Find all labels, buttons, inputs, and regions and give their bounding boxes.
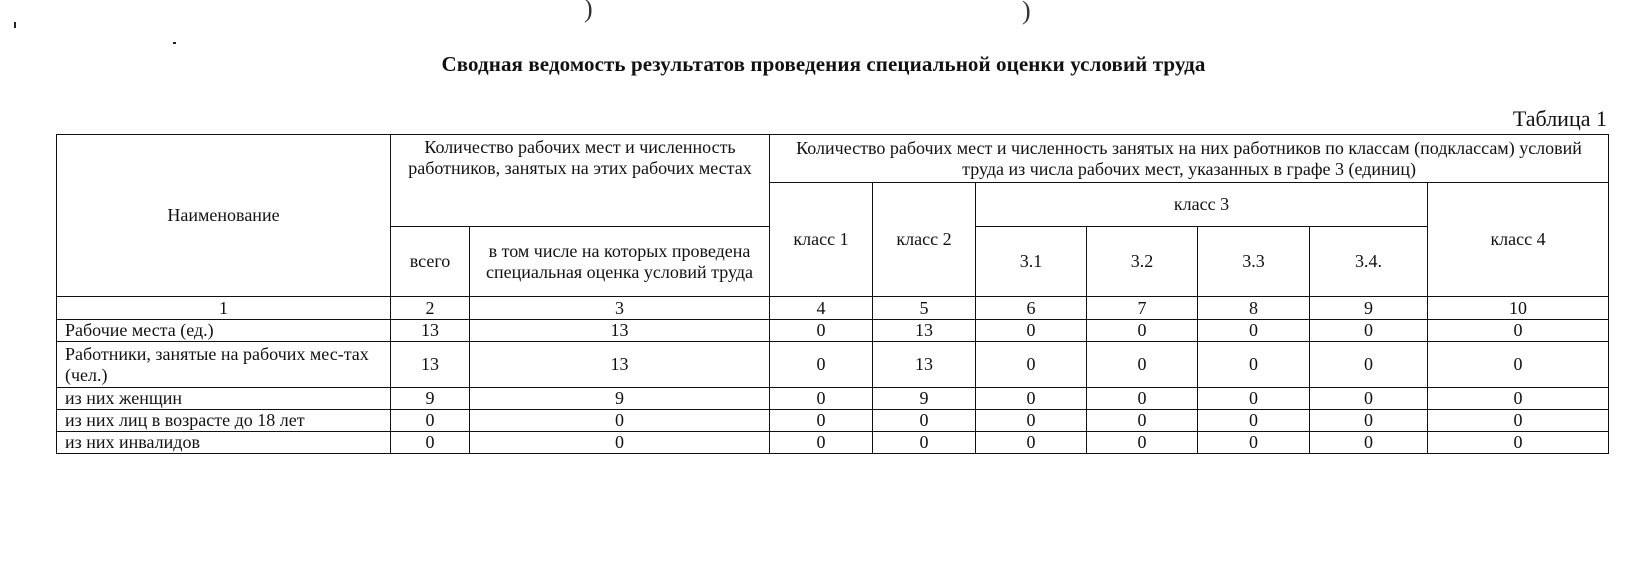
table-cell: 9 — [873, 388, 976, 410]
column-number: 7 — [1087, 297, 1198, 320]
table-cell: 0 — [1428, 342, 1609, 388]
document-title: Сводная ведомость результатов проведения специальной оценки условий труда — [441, 52, 1206, 76]
table-row — [57, 342, 1609, 388]
table-cell: 0 — [1310, 432, 1428, 454]
header-classes-group: Количество рабочих мест и численность занятых на них работников по классам (подклассам) условий труда из числа рабочих мест, указанных в графе 3 (единиц) — [770, 135, 1609, 183]
header-name: Наименование — [57, 135, 391, 297]
table-cell: 13 — [470, 320, 770, 342]
table-cell: 0 — [1087, 388, 1198, 410]
table-cell: 0 — [770, 388, 873, 410]
table-cell: 0 — [976, 342, 1087, 388]
table-row — [57, 320, 1609, 342]
header-total: всего — [391, 227, 470, 297]
table-cell: 0 — [1428, 320, 1609, 342]
header-workplaces-group: Количество рабочих мест и численность работников, занятых на этих рабочих местах — [391, 135, 770, 227]
column-number: 1 — [57, 297, 391, 320]
table-cell: 0 — [1198, 432, 1310, 454]
table-cell: 0 — [1087, 410, 1198, 432]
table-cell: 0 — [1428, 432, 1609, 454]
table-cell: 0 — [770, 410, 873, 432]
table-cell: 0 — [1087, 342, 1198, 388]
table-cell: 0 — [1198, 388, 1310, 410]
column-number: 6 — [976, 297, 1087, 320]
table-cell: 0 — [770, 342, 873, 388]
column-number: 9 — [1310, 297, 1428, 320]
table-cell: 0 — [873, 432, 976, 454]
table-cell: 0 — [470, 410, 770, 432]
row-label: из них женщин — [57, 388, 391, 410]
table-cell: 0 — [976, 388, 1087, 410]
table-cell: 0 — [770, 320, 873, 342]
table-cell: 9 — [470, 388, 770, 410]
table-cell: 0 — [391, 432, 470, 454]
table-cell: 13 — [470, 342, 770, 388]
scan-artifact-dot — [173, 42, 176, 44]
table-cell: 13 — [873, 320, 976, 342]
header-assessed: в том числе на которых проведена специальная оценка условий труда — [470, 227, 770, 297]
table-cell: 0 — [1087, 320, 1198, 342]
table-cell: 0 — [976, 432, 1087, 454]
table-cell: 0 — [1310, 410, 1428, 432]
column-number: 8 — [1198, 297, 1310, 320]
header-class3: класс 3 — [976, 183, 1428, 227]
header-class4: класс 4 — [1428, 183, 1609, 297]
column-number: 2 — [391, 297, 470, 320]
table-cell: 0 — [1198, 342, 1310, 388]
table-cell: 0 — [1198, 320, 1310, 342]
header-class3-4: 3.4. — [1310, 227, 1428, 297]
column-number: 5 — [873, 297, 976, 320]
header-class2: класс 2 — [873, 183, 976, 297]
table-cell: 13 — [873, 342, 976, 388]
table-cell: 0 — [1428, 388, 1609, 410]
table-cell: 0 — [976, 320, 1087, 342]
table-cell: 0 — [1428, 410, 1609, 432]
table-cell: 0 — [1087, 432, 1198, 454]
table-cell: 0 — [976, 410, 1087, 432]
table-row — [57, 432, 1609, 454]
table-cell: 13 — [391, 320, 470, 342]
table-cell: 13 — [391, 342, 470, 388]
row-label: Рабочие места (ед.) — [57, 320, 391, 342]
table-cell: 0 — [1310, 388, 1428, 410]
table-cell: 0 — [470, 432, 770, 454]
header-class1: класс 1 — [770, 183, 873, 297]
table-cell: 0 — [1310, 320, 1428, 342]
column-number: 3 — [470, 297, 770, 320]
header-class3-1: 3.1 — [976, 227, 1087, 297]
scan-artifact-bracket-right: ) — [1022, 0, 1031, 25]
header-class3-2: 3.2 — [1087, 227, 1198, 297]
table-row — [57, 388, 1609, 410]
table-cell: 9 — [391, 388, 470, 410]
row-label: из них лиц в возрасте до 18 лет — [57, 410, 391, 432]
scan-artifact-bracket-left: ) — [584, 0, 593, 23]
table-cell: 0 — [1310, 342, 1428, 388]
table-caption: Таблица 1 — [1512, 106, 1607, 131]
table-cell: 0 — [1198, 410, 1310, 432]
table-row — [57, 410, 1609, 432]
summary-table — [56, 134, 1609, 454]
row-label: Работники, занятые на рабочих мес-тах (чел.) — [57, 342, 391, 388]
scan-artifact-dot — [14, 22, 16, 28]
table-cell: 0 — [391, 410, 470, 432]
header-class3-3: 3.3 — [1198, 227, 1310, 297]
column-number: 4 — [770, 297, 873, 320]
column-number: 10 — [1428, 297, 1609, 320]
column-number-row — [57, 297, 1609, 320]
row-label: из них инвалидов — [57, 432, 391, 454]
table-cell: 0 — [873, 410, 976, 432]
table-cell: 0 — [770, 432, 873, 454]
